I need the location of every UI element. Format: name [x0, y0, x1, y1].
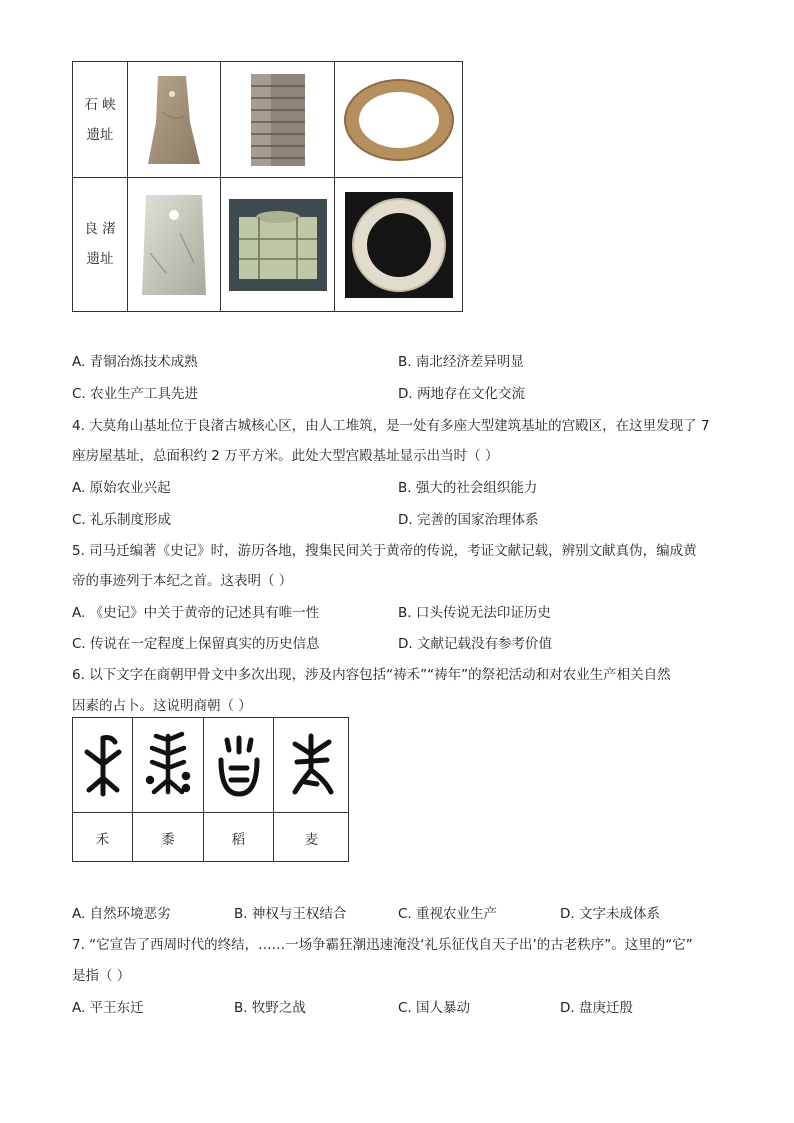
- row-label-liangzhu: 良 渚 遗址: [84, 221, 116, 267]
- q6-option-d[interactable]: D. 文字未成体系: [560, 906, 660, 922]
- oracle-glyph-dao-icon: [204, 718, 273, 812]
- oracle-glyph-he-icon: [73, 718, 132, 812]
- q3-option-b[interactable]: B. 南北经济差异明显: [398, 354, 524, 370]
- q4-option-b[interactable]: B. 强大的社会组织能力: [398, 480, 538, 496]
- q7-stem-line1: 7. “它宣告了西周时代的终结，……一场争霸狂潮迅速淹没‘礼乐征伐自天子出’的古老秩序”。这里的“它”: [72, 937, 693, 953]
- q4-stem-line1: 4. 大莫角山基址位于良渚古城核心区，由人工堆筑，是一处有多座大型建筑基址的宫殿区，在这里发现了 7: [72, 418, 710, 434]
- oracle-label-mai: 麦: [304, 832, 319, 848]
- liangzhu-jade-bracelet-image: [335, 178, 462, 311]
- q3-option-d[interactable]: D. 两地存在文化交流: [398, 386, 525, 402]
- liangzhu-jade-axe-image: [128, 178, 220, 311]
- oracle-bone-table: [72, 717, 349, 862]
- q5-option-a[interactable]: A. 《史记》中关于黄帝的记述具有唯一性: [72, 605, 320, 621]
- q4-stem-line2: 座房屋基址，总面积约 2 万平方米。此处大型宫殿基址显示出当时（ ）: [72, 448, 499, 464]
- q3-option-c[interactable]: C. 农业生产工具先进: [72, 386, 199, 402]
- q6-stem-line1: 6. 以下文字在商朝甲骨文中多次出现，涉及内容包括“祷禾”“祷年”的祭祀活动和对农业生产相关自然: [72, 667, 671, 683]
- q7-stem-line2: 是指（ ）: [72, 968, 131, 984]
- q6-option-b[interactable]: B. 神权与王权结合: [234, 906, 347, 922]
- q7-option-b[interactable]: B. 牧野之战: [234, 1000, 306, 1016]
- row-label-shixia: 石 峡 遗址: [84, 97, 116, 143]
- oracle-label-he: 禾: [95, 832, 110, 848]
- shixia-stone-axe-image: [128, 62, 220, 177]
- q6-option-c[interactable]: C. 重视农业生产: [398, 906, 498, 922]
- oracle-label-dao: 稻: [231, 832, 246, 848]
- oracle-label-shu: 黍: [161, 832, 175, 848]
- q7-option-a[interactable]: A. 平王东迁: [72, 1000, 144, 1016]
- q5-option-b[interactable]: B. 口头传说无法印证历史: [398, 605, 551, 621]
- q4-option-a[interactable]: A. 原始农业兴起: [72, 480, 171, 496]
- shixia-jade-bracelet-image: [335, 62, 462, 177]
- artifact-table: [72, 61, 463, 312]
- q6-option-a[interactable]: A. 自然环境恶劣: [72, 906, 171, 922]
- q5-option-c[interactable]: C. 传说在一定程度上保留真实的历史信息: [72, 636, 320, 652]
- q6-stem-line2: 因素的占卜。这说明商朝（ ）: [72, 698, 252, 714]
- shixia-jade-cong-image: [221, 62, 334, 177]
- oracle-glyph-shu-icon: [133, 718, 203, 812]
- q7-option-d[interactable]: D. 盘庚迁殷: [560, 1000, 633, 1016]
- q5-stem-line1: 5. 司马迁编著《史记》时，游历各地，搜集民间关于黄帝的传说，考证文献记载，辨别文献真伪，编成黄: [72, 543, 697, 559]
- oracle-glyph-mai-icon: [274, 718, 349, 812]
- liangzhu-jade-cong-image: [221, 178, 334, 311]
- q5-option-d[interactable]: D. 文献记载没有参考价值: [398, 636, 552, 652]
- q3-option-a[interactable]: A. 青铜冶炼技术成熟: [72, 354, 198, 370]
- q4-option-d[interactable]: D. 完善的国家治理体系: [398, 512, 539, 528]
- q7-option-c[interactable]: C. 国人暴动: [398, 1000, 471, 1016]
- q4-option-c[interactable]: C. 礼乐制度形成: [72, 512, 172, 528]
- q5-stem-line2: 帝的事迹列于本纪之首。这表明（ ）: [72, 573, 293, 589]
